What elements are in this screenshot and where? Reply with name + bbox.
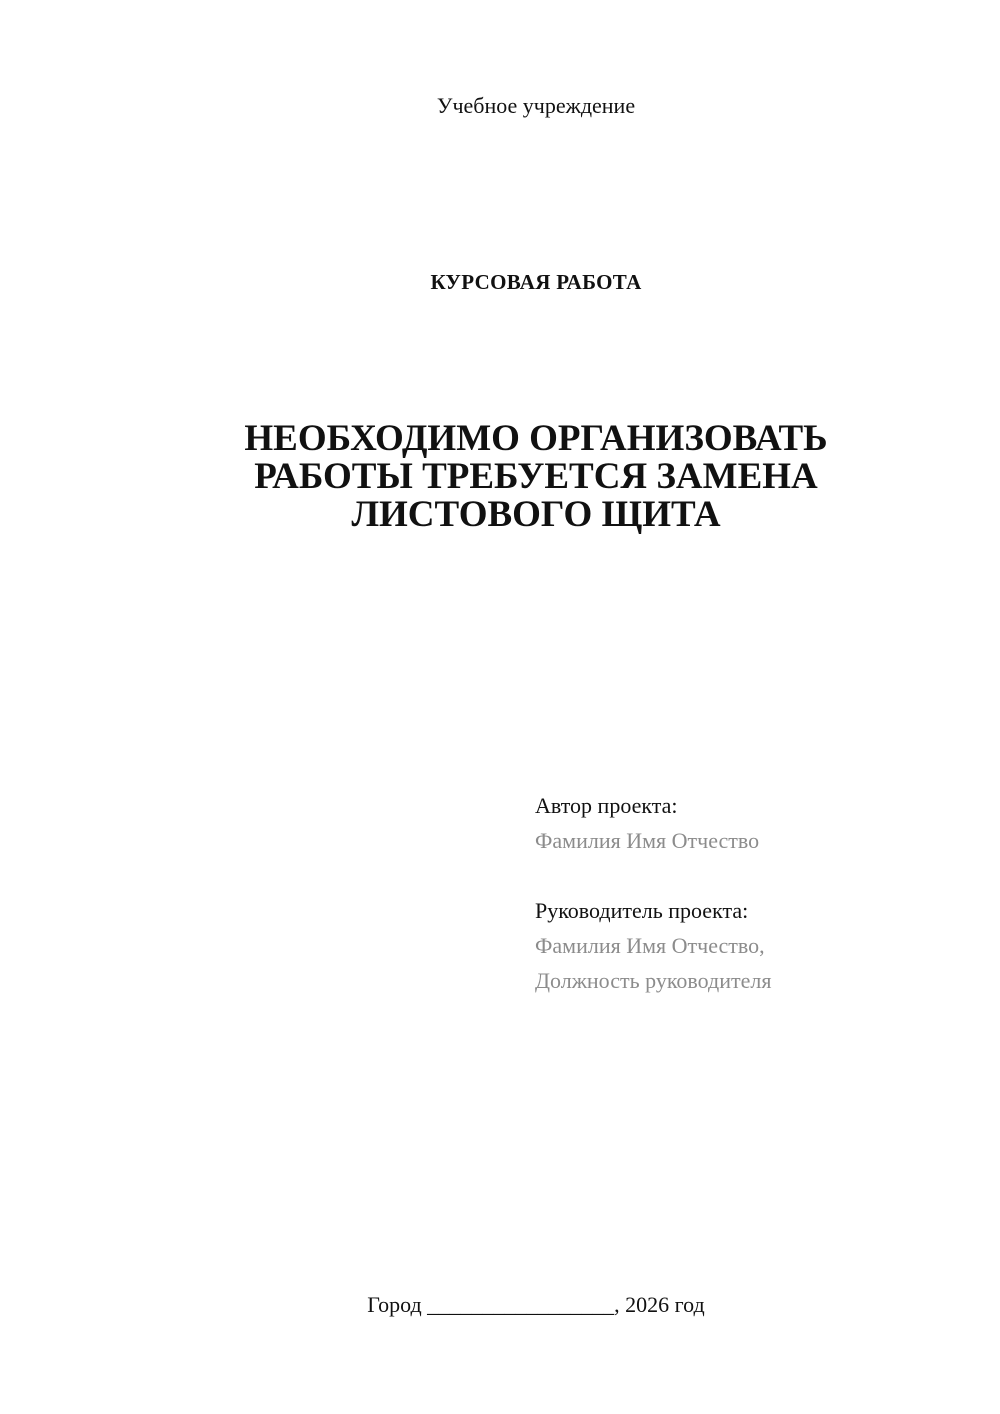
authors-block [535, 788, 955, 998]
work-type-heading: КУРСОВАЯ РАБОТА [430, 270, 642, 294]
city-year-line: Город _________________, 2026 год [367, 1292, 705, 1317]
title-line: НЕОБХОДИМО ОРГАНИЗОВАТЬ [244, 418, 828, 459]
supervisor-name: Фамилия Имя Отчество, [535, 933, 765, 958]
document-title [200, 420, 872, 534]
title-line: РАБОТЫ ТРЕБУЕТСЯ ЗАМЕНА [254, 456, 818, 497]
supervisor-position: Должность руководителя [535, 968, 772, 993]
spacer [535, 858, 955, 893]
supervisor-label: Руководитель проекта: [535, 898, 749, 923]
institution-name: Учебное учреждение [436, 93, 636, 118]
author-name: Фамилия Имя Отчество [535, 828, 760, 853]
title-line: ЛИСТОВОГО ЩИТА [351, 494, 721, 535]
author-label: Автор проекта: [535, 793, 678, 818]
